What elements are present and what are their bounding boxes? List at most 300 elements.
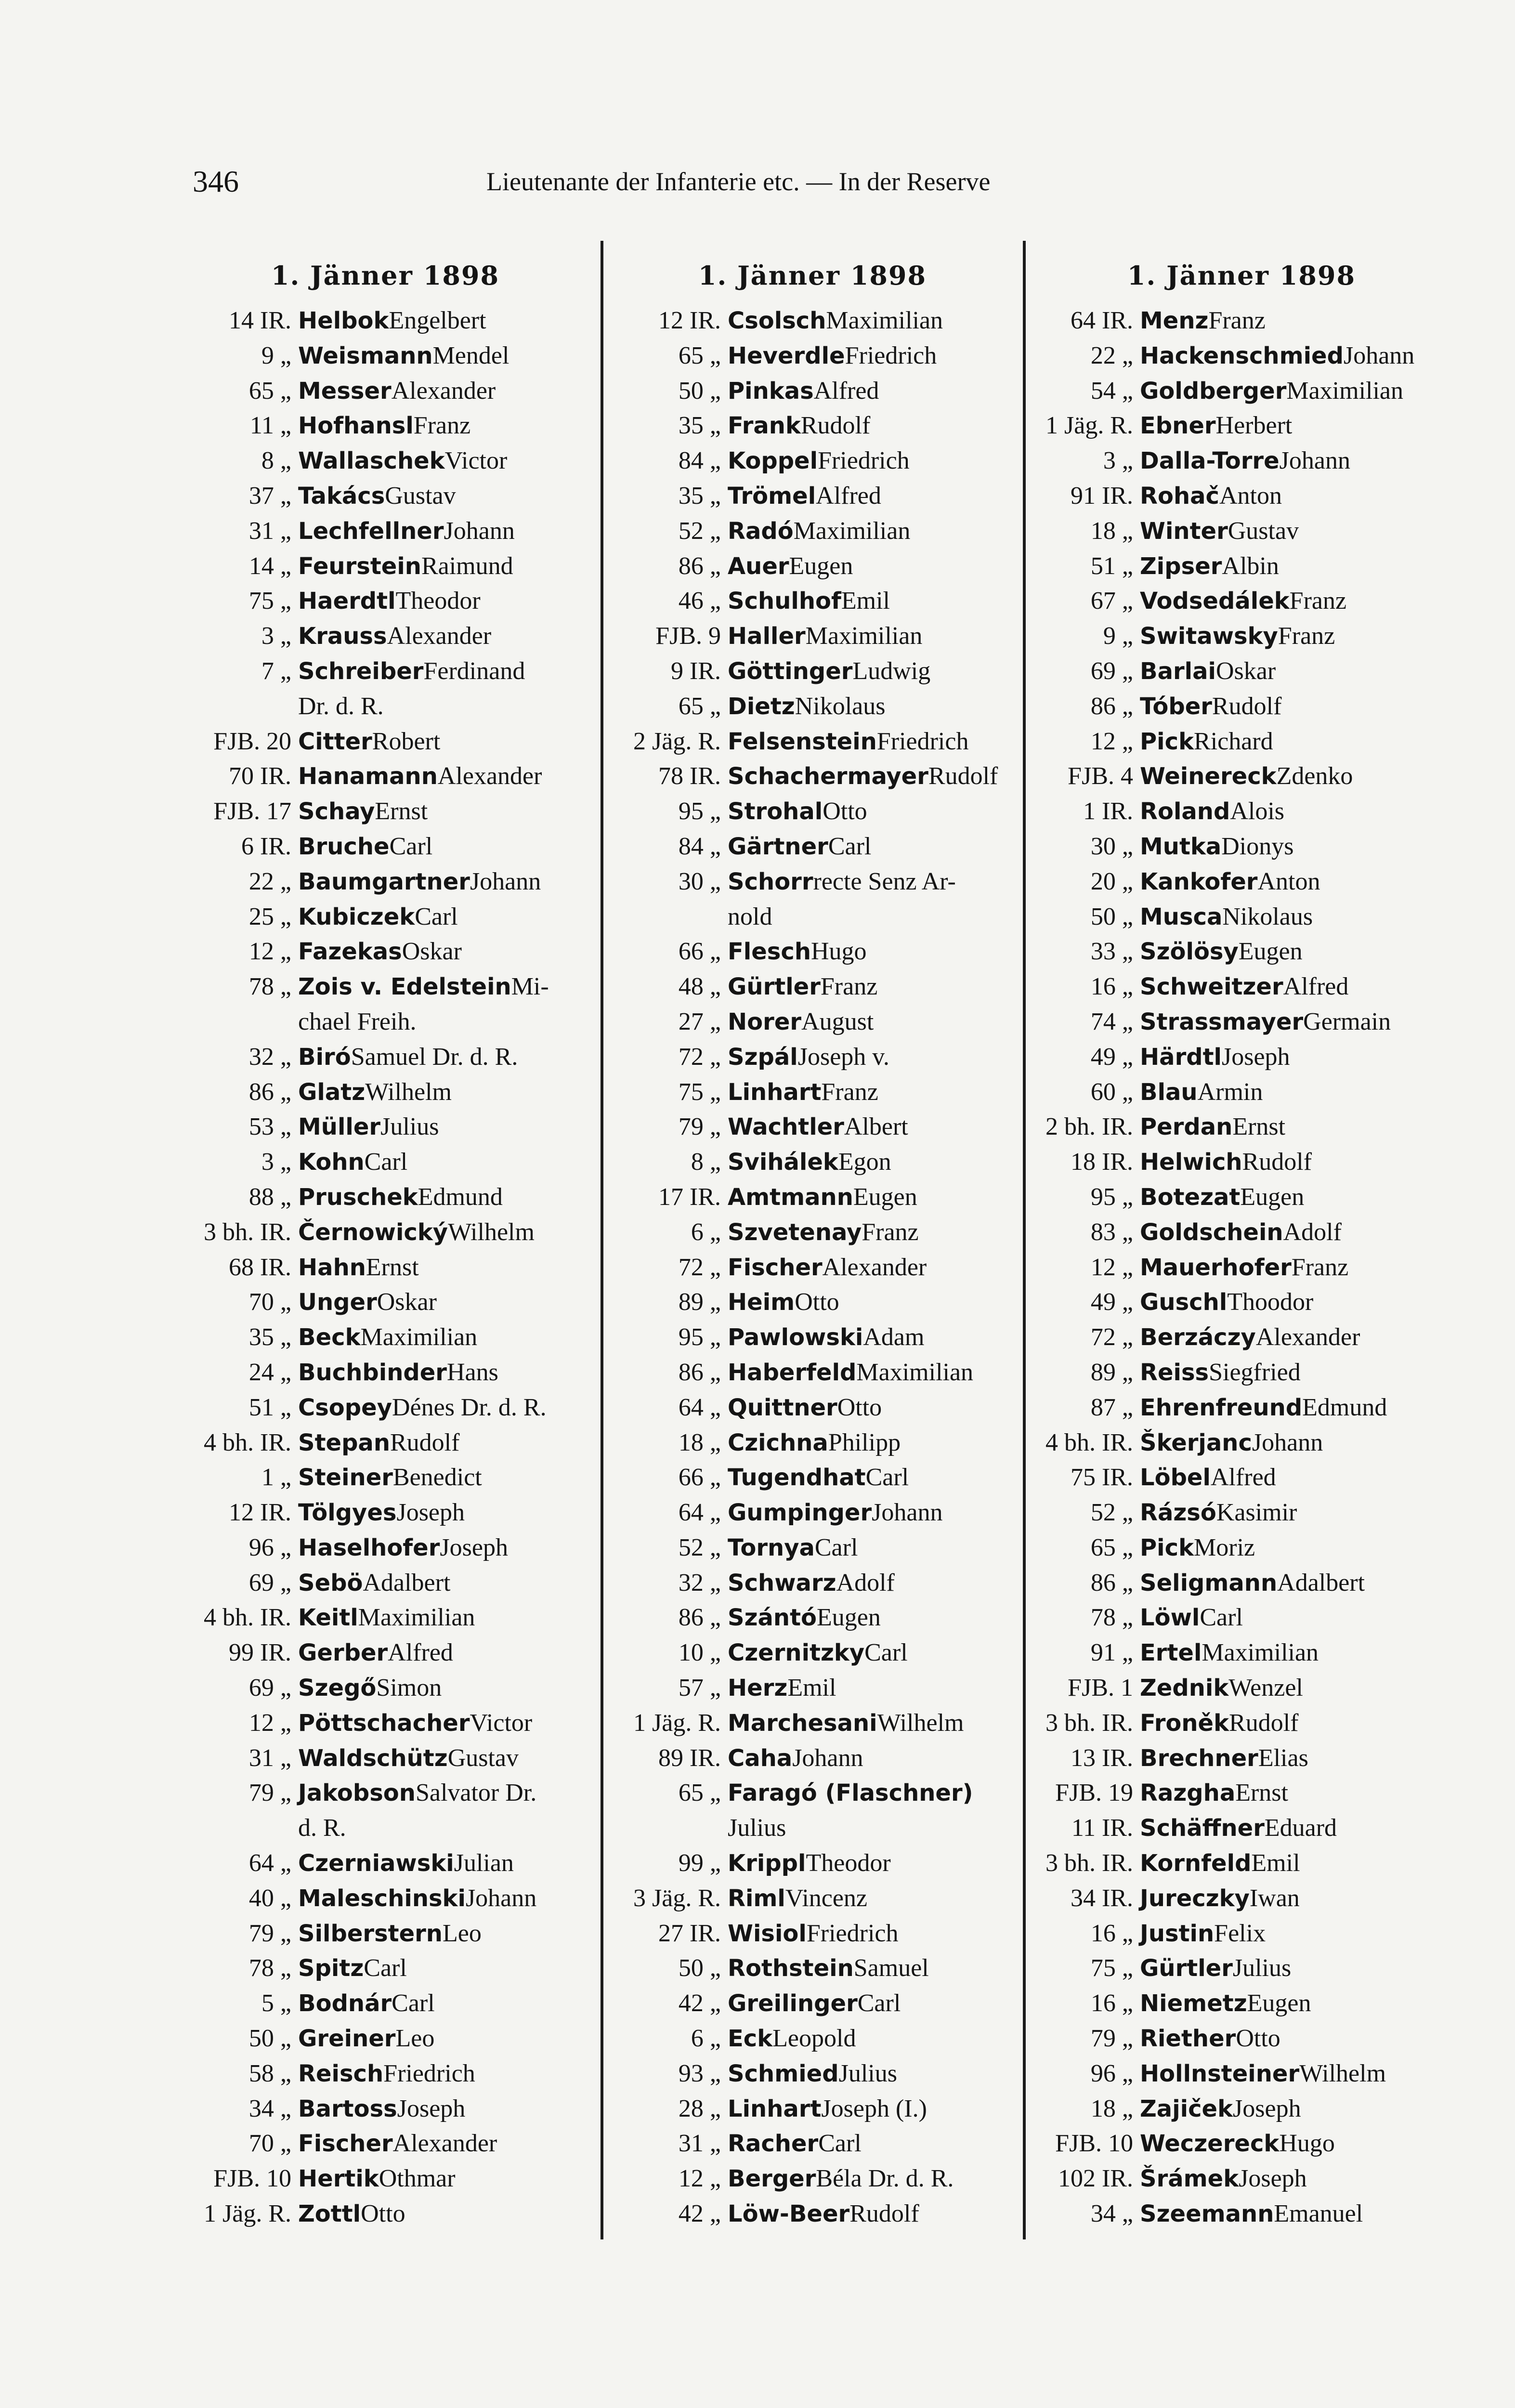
surname: Wallaschek [298,447,445,475]
roster-entry [183,1355,588,1390]
unit-designation: 33 „ [1090,938,1133,966]
surname: Weinereck [1140,763,1277,790]
unit-designation: 3 bh. IR. [1045,1709,1133,1737]
given-name: Gustav [1228,517,1299,545]
surname: Ertel [1140,1639,1202,1667]
surname: Jureczky [1140,1885,1250,1912]
unit-designation: 17 IR. [658,1183,721,1211]
unit-designation: 78 „ [1090,1604,1133,1632]
roster-entry [608,900,1017,935]
roster-entry [608,584,1017,619]
surname: Pawlowski [728,1324,863,1351]
unit-designation: 96 „ [248,1533,291,1561]
surname: Löbel [1140,1464,1211,1492]
surname: Rothstein [728,1955,854,1982]
unit-designation: 87 „ [1090,1393,1133,1421]
given-name: Wilhelm [448,1218,535,1246]
surname: Gumpinger [728,1499,872,1527]
unit-designation: 31 „ [678,2130,721,2158]
roster-entry [608,759,1017,794]
surname: Goldschein [1140,1218,1283,1246]
roster-entry [183,1600,588,1636]
surname: Dalla-Torre [1140,447,1280,475]
roster-entry [608,1285,1017,1320]
unit-designation: 52 „ [678,1533,721,1561]
surname: Lechfellner [298,517,444,545]
surname: Zois v. Edelstein [298,973,511,1001]
unit-designation: 50 „ [248,2025,291,2053]
given-name: Salvator Dr. [415,1779,537,1807]
given-name: Moriz [1194,1533,1255,1561]
given-name: Alfred [1283,973,1349,1001]
surname: Tugendhat [728,1464,866,1492]
roster-entry [183,2092,588,2127]
unit-designation: 12 IR. [229,1499,291,1527]
roster-entry [183,2197,588,2232]
roster-entry [1030,1636,1453,1671]
roster-entry [608,1145,1017,1180]
given-name: Alexander [387,622,492,650]
surname: Weczereck [1140,2130,1280,2158]
surname: Gürtler [1140,1955,1233,1982]
given-name: Nikolaus [1222,903,1313,930]
roster-entry [183,1741,588,1776]
given-name: Carl [364,1148,408,1176]
surname: Müller [298,1113,381,1141]
surname: Glatz [298,1078,366,1106]
unit-designation: 57 „ [678,1674,721,1702]
given-name: Samuel [853,1954,929,1982]
roster-entry [608,1986,1017,2021]
unit-designation: 79 „ [248,1779,291,1807]
unit-designation: 32 „ [248,1043,291,1071]
surname: Silberstern [298,1920,443,1947]
roster-entry [183,1811,588,1846]
surname: Bruche [298,833,390,860]
surname: Zottl [298,2200,361,2228]
surname: Szölösy [1140,938,1239,966]
unit-designation: 8 „ [691,1148,721,1176]
roster-entry [608,1636,1017,1671]
unit-designation: 96 „ [1090,2059,1133,2087]
given-name: Joseph [396,1499,465,1527]
roster-entry [608,1110,1017,1145]
unit-designation: 64 „ [678,1499,721,1527]
given-name: Franz [820,973,878,1001]
unit-designation: 22 „ [248,867,291,895]
roster-entry [608,1671,1017,1706]
surname: Justin [1140,1920,1215,1947]
unit-designation: 88 „ [248,1183,291,1211]
roster-entry [608,514,1017,549]
unit-designation: 65 „ [678,1779,721,1807]
unit-designation: 12 „ [678,2165,721,2193]
surname: Pruschek [298,1183,418,1211]
given-name: Kasimir [1216,1499,1297,1527]
unit-designation: 65 „ [248,377,291,405]
unit-designation: 3 „ [1103,447,1133,475]
surname: Bartoss [298,2095,397,2122]
given-name: Alfred [388,1639,453,1667]
roster-entry [183,1986,588,2021]
unit-designation: 70 „ [248,1288,291,1316]
given-name: Johann [444,517,515,545]
surname: Haerdtl [298,588,396,615]
roster-entry [183,584,588,619]
roster-entry [1030,1495,1453,1531]
surname: Pick [1140,728,1194,755]
given-name: Theodor [395,587,481,615]
surname: Feurstein [298,552,421,580]
unit-designation: 8 „ [261,447,291,475]
given-name: Herbert [1215,412,1293,440]
roster-entry [183,934,588,969]
given-name: d. R. [298,1814,346,1842]
given-name: Friedrich [383,2059,475,2087]
given-name: Alexander [1255,1323,1360,1351]
surname: Norer [728,1008,802,1035]
surname: Gürtler [728,973,821,1001]
unit-designation: 86 „ [1090,692,1133,720]
surname: Gerber [298,1639,388,1667]
surname: Strassmayer [1140,1008,1304,1035]
roster-entry [608,969,1017,1005]
given-name: Béla Dr. d. R. [816,2165,954,2193]
surname: Krippl [728,1850,806,1877]
given-name: Franz [1208,307,1266,334]
unit-designation: 78 „ [248,973,291,1001]
roster-entry [1030,1671,1453,1706]
given-name: Johann [470,867,541,895]
unit-designation: 91 „ [1090,1639,1133,1667]
unit-designation: 79 „ [248,1919,291,1947]
given-name: Gustav [447,1744,519,1772]
surname: Takács [298,482,385,510]
surname: Auer [728,552,789,580]
given-name: Dionys [1221,832,1294,860]
roster-entry [608,829,1017,864]
unit-designation: 64 „ [248,1849,291,1877]
surname: Musca [1140,903,1223,930]
unit-designation: 25 „ [248,903,291,930]
unit-designation: 50 „ [678,1954,721,1982]
unit-designation: 72 „ [678,1043,721,1071]
given-name: Otto [823,798,867,825]
roster-entry [1030,374,1453,409]
surname: Linhart [728,1078,822,1106]
given-name: Victor [444,447,508,475]
roster-entry [1030,1600,1453,1636]
surname: Zipser [1140,552,1222,580]
unit-designation: 79 „ [678,1113,721,1141]
surname: Barlai [1140,657,1216,685]
column-divider [601,241,603,2239]
unit-designation: 52 „ [678,517,721,545]
given-name: Alexander [392,2130,497,2158]
surname: Szántó [728,1604,817,1632]
surname: Berzáczy [1140,1324,1256,1351]
surname: Ebner [1140,412,1216,440]
surname: Stepan [298,1429,390,1456]
unit-designation: 7 „ [261,657,291,685]
roster-entry [183,724,588,759]
roster-entry [1030,1460,1453,1495]
unit-designation: 79 „ [1090,2025,1133,2053]
column-heading: 1. Jänner 1898 [698,260,927,291]
roster-entry [1030,900,1453,935]
unit-designation: 65 „ [678,341,721,369]
surname: Beck [298,1324,361,1351]
given-name: Engelbert [389,307,486,334]
given-name: Ernst [1235,1779,1288,1807]
unit-designation: 49 „ [1090,1288,1133,1316]
surname: Caha [728,1744,793,1772]
roster-entry [1030,1250,1453,1285]
given-name: Johann [872,1499,943,1527]
given-name: Iwan [1249,1884,1300,1912]
roster-entry [608,689,1017,724]
roster-entry [1030,759,1453,794]
given-name: Raimund [421,552,513,580]
given-name: Otto [361,2200,405,2228]
roster-entry [1030,1811,1453,1846]
roster-entry [1030,2092,1453,2127]
surname: Czichna [728,1429,828,1456]
given-name: Egon [838,1148,891,1176]
roster-entry [1030,479,1453,514]
surname: Csopey [298,1394,392,1421]
given-name: Maximilian [1202,1639,1319,1667]
roster-entry [183,829,588,864]
surname: Pinkas [728,377,814,405]
given-name: Otto [1236,2025,1280,2053]
given-name: Armin [1197,1078,1263,1106]
given-name: Anton [1257,867,1320,895]
given-name: Zdenko [1276,762,1353,790]
surname: Blau [1140,1078,1198,1106]
column-1 [183,260,588,2232]
given-name: Adolf [1283,1218,1342,1246]
roster-entry [608,303,1017,339]
roster-entry [183,794,588,829]
given-name: Friedrich [818,447,910,475]
given-name: Rudolf [1229,1709,1299,1737]
unit-designation: 48 „ [678,973,721,1001]
unit-designation: FJB. 4 [1068,762,1133,790]
roster-entry [183,1881,588,1916]
surname: Hackenschmied [1140,342,1344,369]
surname: Schweitzer [1140,973,1283,1001]
surname: Härdtl [1140,1043,1222,1071]
unit-designation: 83 „ [1090,1218,1133,1246]
surname: Switawsky [1140,623,1278,650]
surname: Wisiol [728,1920,807,1947]
surname: Hollnsteiner [1140,2060,1300,2087]
roster-entry [183,1636,588,1671]
surname: Trömel [728,482,816,510]
roster-entry [1030,1706,1453,1741]
roster-entry [183,1110,588,1145]
unit-designation: 35 „ [248,1323,291,1351]
given-name: Julian [454,1849,514,1877]
roster-entry [608,1846,1017,1881]
roster-entry [608,1040,1017,1075]
roster-entry [1030,1040,1453,1075]
column-heading: 1. Jänner 1898 [1127,260,1356,291]
unit-designation: 18 „ [1090,2094,1133,2122]
surname: Weismann [298,342,433,369]
unit-designation: 74 „ [1090,1008,1133,1035]
surname: Csolsch [728,307,826,334]
surname: Jakobson [298,1780,416,1807]
given-name: Johann [792,1744,863,1772]
given-name: Carl [828,832,872,860]
page-header [193,164,1156,207]
surname: Faragó (Flaschner) [728,1780,973,1807]
unit-designation: 3 bh. IR. [1045,1849,1133,1877]
roster-entry [183,1180,588,1215]
given-name: Othmar [379,2165,456,2193]
unit-designation: 14 „ [248,552,291,580]
surname: Felsenstein [728,728,877,755]
surname: Kubiczek [298,903,415,930]
roster-entry [183,654,588,689]
roster-entry [1030,1881,1453,1916]
roster-entry [608,1495,1017,1531]
surname: Gärtner [728,833,828,860]
given-name: Eugen [1240,1183,1305,1211]
surname: Brechner [1140,1744,1258,1772]
roster-entry [1030,2126,1453,2161]
given-name: Felix [1214,1919,1266,1947]
roster-entry [608,1250,1017,1285]
unit-designation: FJB. 17 [213,798,291,825]
unit-designation: 1 IR. [1083,798,1133,825]
given-name: Samuel Dr. d. R. [351,1043,518,1071]
given-name: Maximilian [856,1358,974,1386]
unit-designation: 2 Jäg. R. [633,727,721,755]
given-name: Emil [787,1674,836,1702]
unit-designation: 9 „ [1103,622,1133,650]
surname: Schulhof [728,588,841,615]
given-name: Franz [1289,587,1347,615]
roster-entry [608,2056,1017,2092]
given-name: Maximilian [793,517,911,545]
roster-entry [608,408,1017,444]
unit-designation: 51 „ [1090,552,1133,580]
given-name: Rudolf [390,1428,460,1456]
roster-entry [183,864,588,900]
given-name: Wilhelm [365,1078,452,1106]
given-name: Carl [415,903,458,930]
unit-designation: 3 „ [261,622,291,650]
surname: Kankofer [1140,868,1258,895]
unit-designation: 11 „ [249,412,291,440]
roster-entry [183,1846,588,1881]
unit-designation: 78 „ [248,1954,291,1982]
roster-entry [1030,1951,1453,1986]
unit-designation: 65 „ [678,692,721,720]
given-name: Johann [1252,1428,1323,1456]
unit-designation: 75 „ [678,1078,721,1106]
given-name: Adalbert [1277,1569,1365,1597]
roster-entry [608,619,1017,654]
unit-designation: 31 „ [248,1744,291,1772]
surname: Svihálek [728,1149,838,1176]
unit-designation: 84 „ [678,832,721,860]
unit-designation: 72 „ [1090,1323,1133,1351]
given-name: chael Freih. [298,1008,417,1035]
roster-entry [1030,2021,1453,2056]
surname: Schorr [728,868,813,895]
roster-entry [608,1811,1017,1846]
unit-designation: 72 „ [678,1253,721,1281]
given-name: Maximilian [360,1323,478,1351]
column-heading: 1. Jänner 1898 [271,260,500,291]
roster-entry [1030,1320,1453,1355]
unit-designation: 35 „ [678,482,721,510]
given-name: Ernst [375,798,428,825]
surname: Zednik [1140,1675,1229,1702]
roster-entry [183,1776,588,1811]
surname: Riether [1140,2025,1236,2053]
roster-entry [608,1215,1017,1250]
surname: Unger [298,1289,377,1316]
unit-designation: FJB. 10 [213,2165,291,2193]
unit-designation: 14 IR. [229,307,291,334]
surname: Hanamann [298,763,438,790]
unit-designation: 6 „ [691,2025,721,2053]
unit-designation: 78 IR. [658,762,721,790]
given-name: Rudolf [849,2200,919,2228]
unit-designation: 95 „ [1090,1183,1133,1211]
surname: Spitz [298,1955,364,1982]
roster-entry [183,1145,588,1180]
roster-entry [608,1180,1017,1215]
roster-entry [608,549,1017,584]
given-name: Joseph v. [797,1043,889,1071]
given-name: Rudolf [928,762,998,790]
given-name: Gustav [385,482,456,510]
surname: Heim [728,1289,795,1316]
unit-designation: 70 IR. [229,762,291,790]
surname: Szpál [728,1043,798,1071]
unit-designation: 30 „ [1090,832,1133,860]
surname: Hahn [298,1254,366,1281]
given-name: Eugen [853,1183,917,1211]
surname: Goldberger [1140,377,1287,405]
unit-designation: 28 „ [678,2094,721,2122]
given-name: Joseph [440,1533,508,1561]
given-name: Alfred [816,482,881,510]
surname: Mutka [1140,833,1222,860]
roster-entry [1030,1390,1453,1426]
roster-entry [1030,1426,1453,1461]
roster-entry [1030,514,1453,549]
roster-entry [608,2092,1017,2127]
unit-designation: FJB. 19 [1055,1779,1133,1807]
surname: Koppel [728,447,818,475]
roster-entry [608,1741,1017,1776]
given-name: Otto [795,1288,839,1316]
roster-entry [183,2126,588,2161]
roster-entry [1030,1531,1453,1566]
unit-designation: 4 bh. IR. [204,1604,291,1632]
surname: Škerjanc [1140,1429,1252,1456]
surname: Tóber [1140,693,1212,720]
roster-entry [1030,1355,1453,1390]
given-name: Dénes Dr. d. R. [392,1393,547,1421]
